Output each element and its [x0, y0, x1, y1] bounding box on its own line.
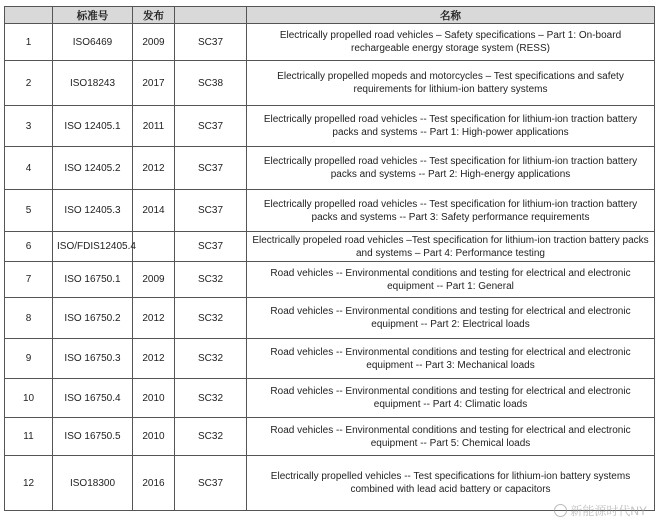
cell-no: 9 [5, 339, 53, 379]
cell-committee: SC37 [175, 24, 247, 61]
table-row [5, 232, 655, 262]
cell-standard: ISO18300 [53, 456, 133, 511]
table-row [5, 262, 655, 298]
cell-committee: SC32 [175, 339, 247, 379]
cell-no: 11 [5, 418, 53, 456]
cell-standard: ISO 16750.2 [53, 298, 133, 339]
wechat-icon [554, 504, 567, 517]
cell-no: 1 [5, 24, 53, 61]
cell-no: 8 [5, 298, 53, 339]
cell-committee: SC37 [175, 456, 247, 511]
cell-no: 6 [5, 232, 53, 262]
cell-committee: SC37 [175, 232, 247, 262]
table-row [5, 298, 655, 339]
table-header-row [5, 7, 655, 24]
table-row [5, 147, 655, 190]
cell-year: 2009 [133, 262, 175, 298]
cell-committee: SC37 [175, 147, 247, 190]
cell-committee: SC32 [175, 298, 247, 339]
cell-title: Road vehicles -- Environmental conditions and testing for electrical and electronic equipment -- Part 3: Mechanical loads [247, 339, 655, 379]
cell-committee: SC32 [175, 262, 247, 298]
cell-no: 2 [5, 61, 53, 106]
header-published: 发布 [133, 7, 175, 24]
cell-year: 2012 [133, 147, 175, 190]
cell-year: 2014 [133, 190, 175, 232]
table-row [5, 339, 655, 379]
header-committee [175, 7, 247, 24]
cell-title: Electrically propelled road vehicles – Safety specifications – Part 1: On-board rechargeable energy storage system (RESS) [247, 24, 655, 61]
cell-year: 2012 [133, 339, 175, 379]
cell-standard: ISO 16750.1 [53, 262, 133, 298]
cell-title: Electrically propelled mopeds and motorcycles – Test specifications and safety requirements for lithium-ion battery systems [247, 61, 655, 106]
table-row [5, 24, 655, 61]
cell-year: 2016 [133, 456, 175, 511]
cell-standard: ISO 16750.5 [53, 418, 133, 456]
cell-year: 2011 [133, 106, 175, 147]
cell-no: 5 [5, 190, 53, 232]
table-row [5, 418, 655, 456]
header-title: 名称 [247, 7, 655, 24]
cell-standard: ISO/FDIS12405.4 [53, 232, 133, 262]
table-row [5, 190, 655, 232]
cell-committee: SC38 [175, 61, 247, 106]
cell-title: Electrically propelled road vehicles -- Test specification for lithium-ion traction battery packs and systems -- Part 1: High-power applications [247, 106, 655, 147]
cell-title: Road vehicles -- Environmental conditions and testing for electrical and electronic equipment -- Part 4: Climatic loads [247, 379, 655, 418]
cell-standard: ISO18243 [53, 61, 133, 106]
cell-committee: SC37 [175, 190, 247, 232]
header-no [5, 7, 53, 24]
cell-no: 4 [5, 147, 53, 190]
cell-title: Road vehicles -- Environmental conditions and testing for electrical and electronic equipment -- Part 5: Chemical loads [247, 418, 655, 456]
cell-year: 2010 [133, 418, 175, 456]
standards-table [4, 6, 655, 511]
cell-title: Road vehicles -- Environmental conditions and testing for electrical and electronic equipment -- Part 1: General [247, 262, 655, 298]
cell-standard: ISO6469 [53, 24, 133, 61]
watermark [554, 502, 647, 519]
cell-year: 2010 [133, 379, 175, 418]
cell-committee: SC37 [175, 106, 247, 147]
header-standard: 标准号 [53, 7, 133, 24]
cell-committee: SC32 [175, 418, 247, 456]
cell-title: Electrically propelled vehicles -- Test specifications for lithium-ion battery systems combined with lead acid battery or capacitors [247, 456, 655, 511]
cell-year: 2017 [133, 61, 175, 106]
cell-title: Electrically propelled road vehicles -- Test specification for lithium-ion traction battery packs and systems -- Part 2: High-energy applications [247, 147, 655, 190]
cell-standard: ISO 12405.1 [53, 106, 133, 147]
cell-title: Electrically propelled road vehicles -- Test specification for lithium-ion traction battery packs and systems -- Part 3: Safety performance requirements [247, 190, 655, 232]
cell-year: 2009 [133, 24, 175, 61]
cell-year: 2012 [133, 298, 175, 339]
cell-no: 12 [5, 456, 53, 511]
cell-no: 10 [5, 379, 53, 418]
table-row [5, 106, 655, 147]
watermark-text: 新能源时代NY [570, 504, 647, 518]
table-row [5, 61, 655, 106]
cell-committee: SC32 [175, 379, 247, 418]
cell-standard: ISO 12405.3 [53, 190, 133, 232]
cell-year [133, 232, 175, 262]
cell-standard: ISO 12405.2 [53, 147, 133, 190]
cell-no: 7 [5, 262, 53, 298]
cell-no: 3 [5, 106, 53, 147]
table-row [5, 379, 655, 418]
cell-standard: ISO 16750.3 [53, 339, 133, 379]
cell-title: Electrically propeled road vehicles –Test specification for lithium-ion traction battery packs and systems – Part 4: Performance testing [247, 232, 655, 262]
cell-standard: ISO 16750.4 [53, 379, 133, 418]
cell-title: Road vehicles -- Environmental conditions and testing for electrical and electronic equipment -- Part 2: Electrical loads [247, 298, 655, 339]
